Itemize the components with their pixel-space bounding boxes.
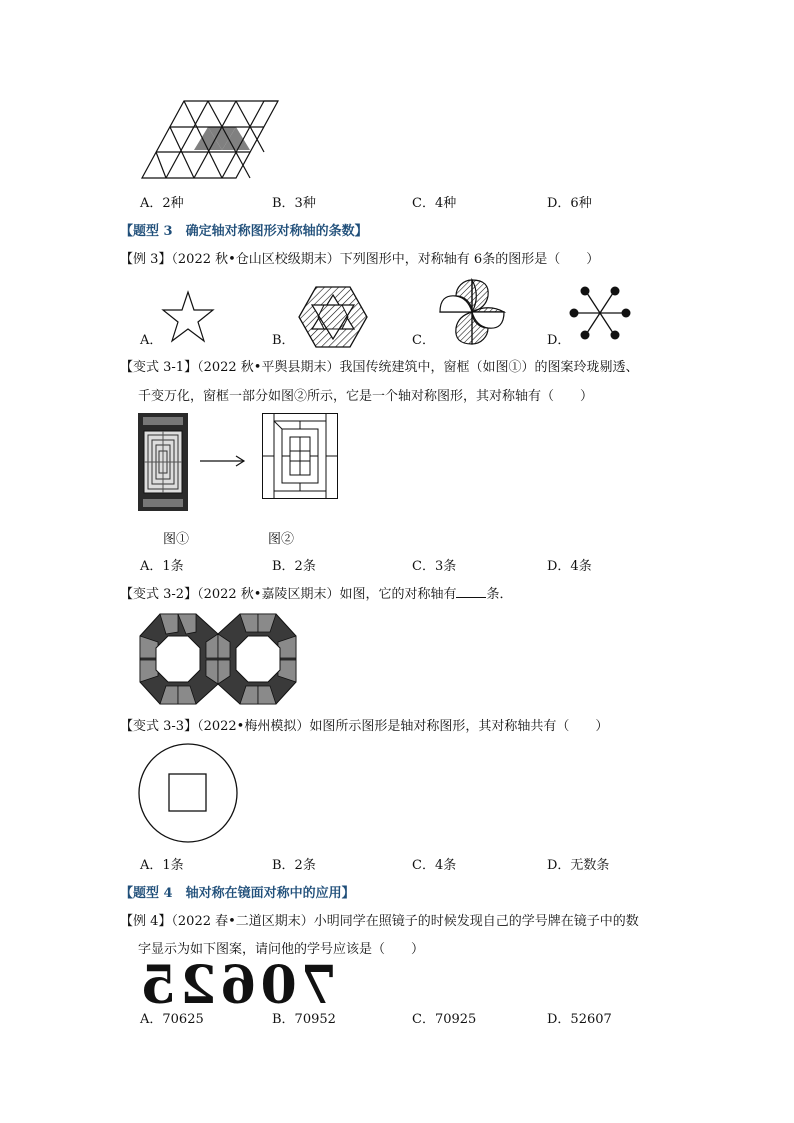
answer-blank[interactable]: [456, 585, 486, 598]
stem-before-blank: 【变式 3-2】（2022 秋•嘉陵区期末）如图，它的对称轴有: [120, 587, 457, 602]
arrow-icon: [200, 455, 246, 467]
figure-2-caption: 图②: [268, 532, 295, 547]
question-stem: 【例 3】（2022 秋•仓山区校级期末）下列图形中，对称轴有 6条的图形是（ ）: [120, 252, 600, 267]
option-b[interactable]: B．2条: [272, 858, 316, 873]
question-stem: 【变式 3-3】（2022•梅州模拟）如图所示图形是轴对称图形，其对称轴共有（ ）: [120, 719, 609, 734]
question-stem: [120, 583, 512, 602]
option-a[interactable]: A．2种: [140, 196, 184, 211]
double-octagon-figure: [138, 612, 298, 706]
star-figure: [160, 290, 216, 344]
option-c[interactable]: C．4条: [412, 858, 457, 873]
section-heading: 【题型 3 确定轴对称图形对称轴的条数】: [120, 224, 368, 239]
option-d[interactable]: D．4条: [547, 559, 592, 574]
window-pattern-figure: [262, 413, 338, 499]
six-dot-star-figure: [570, 287, 630, 339]
hexagon-figure: [298, 285, 368, 349]
option-d[interactable]: D．无数条: [547, 858, 610, 873]
option-d[interactable]: D．6种: [547, 196, 592, 211]
option-a[interactable]: A．70625: [140, 1012, 204, 1027]
option-c[interactable]: C．: [412, 333, 435, 348]
option-a[interactable]: A．: [140, 333, 163, 348]
question-stem-line-1: 【变式 3-1】（2022 秋•平舆县期末）我国传统建筑中，窗框（如图①）的图案玲珑剔透、: [120, 360, 639, 375]
option-b[interactable]: B．2条: [272, 559, 316, 574]
option-c[interactable]: C．3条: [412, 559, 457, 574]
option-c[interactable]: C．70925: [412, 1012, 477, 1027]
option-d[interactable]: D．52607: [547, 1012, 612, 1027]
question-stem-line-2: 字显示为如下图案，请问他的学号应该是（ ）: [138, 942, 425, 957]
option-c[interactable]: C．4种: [412, 196, 457, 211]
question-stem-line-1: 【例 4】（2022 春•二道区期末）小明同学在照镜子的时候发现自己的学号牌在镜子中的数: [120, 914, 639, 929]
circle-square-figure: [137, 742, 239, 844]
option-a[interactable]: A．1条: [140, 858, 184, 873]
option-b[interactable]: B．: [272, 333, 295, 348]
stem-after-blank: 条．: [486, 587, 513, 602]
option-b[interactable]: B．70952: [272, 1012, 336, 1027]
option-d[interactable]: D．: [547, 333, 571, 348]
window-frame-photo: [138, 413, 188, 511]
option-b[interactable]: B．3种: [272, 196, 316, 211]
option-a[interactable]: A．1条: [140, 559, 184, 574]
mirrored-number: 70625: [136, 955, 337, 1016]
figure-1-caption: 图①: [163, 532, 190, 547]
triangle-grid-figure: [142, 100, 278, 180]
pinwheel-figure: [438, 278, 506, 346]
question-stem-line-2: 千变万化，窗框一部分如图②所示，它是一个轴对称图形，其对称轴有（ ）: [138, 389, 594, 404]
section-heading: 【题型 4 轴对称在镜面对称中的应用】: [120, 886, 355, 901]
